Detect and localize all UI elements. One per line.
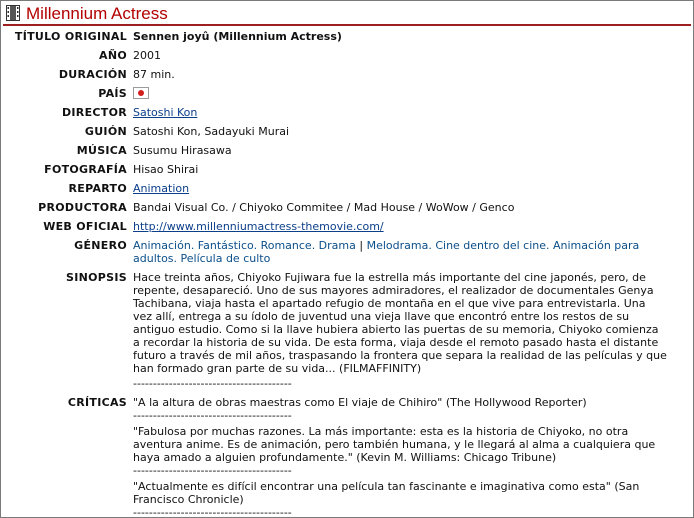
value-pais bbox=[133, 87, 668, 106]
director-link[interactable]: Satoshi Kon bbox=[133, 106, 198, 119]
row-productora bbox=[3, 201, 668, 220]
label-criticas: CRÍTICAS bbox=[67, 396, 127, 409]
row-anio bbox=[3, 49, 668, 68]
label-genero: GÉNERO bbox=[74, 239, 127, 252]
label-titulo-original: TÍTULO ORIGINAL bbox=[14, 30, 127, 43]
value-productora: Bandai Visual Co. / Chiyoko Commitee / Mad House / WoWow / Genco bbox=[133, 201, 515, 214]
separator-line: ---------------------------------------- bbox=[133, 464, 292, 477]
row-criticas bbox=[3, 396, 668, 518]
synopsis-text: Hace treinta años, Chiyoko Fujiwara fue la estrella más importante del cine japonés, pero, de repente, desapareció. Uno de sus mayores admiradores, el realizador de documentales Genya Tachibana, viaja hasta el apartado refugio de montaña en el que vive para entrevistarla. Una vez allí, entrega a su ídolo de juventud una vieja llave que encontró entre los restos de su antiguo estudio. Como si la llave hubiera abierto las puertas de su memoria, Chiyoko comienza a recordar la historia de su vida. De esta forma, viaja desde el remoto pasado hasta el distante futuro a través de mil años, traspasando la frontera que separa la realidad de las películas y que han formado gran parte de su vida... (FILMAFFINITY) bbox=[133, 271, 667, 375]
value-web-oficial bbox=[133, 220, 668, 239]
label-fotografia: FOTOGRAFÍA bbox=[44, 163, 127, 176]
review-item: "Actualmente es difícil encontrar una película tan fascinante e imaginativa como esta" (San Francisco Chronicle) bbox=[133, 480, 640, 506]
review-item: "A la altura de obras maestras como El viaje de Chihiro" (The Hollywood Reporter) bbox=[133, 396, 587, 409]
genre-link-secondary[interactable]: Melodrama. Cine dentro del cine. Animación para adultos. Película de culto bbox=[133, 239, 640, 265]
value-fotografia: Hisao Shirai bbox=[133, 163, 199, 176]
label-musica: MÚSICA bbox=[76, 144, 127, 157]
value-reparto bbox=[133, 182, 668, 201]
label-anio: AÑO bbox=[99, 49, 127, 62]
movie-details-table bbox=[3, 30, 668, 518]
genre-link-primary[interactable]: Animación. Fantástico. Romance. Drama bbox=[133, 239, 356, 252]
genre-separator: | bbox=[359, 239, 364, 252]
separator-line: ---------------------------------------- bbox=[133, 506, 292, 518]
row-guion bbox=[3, 125, 668, 144]
label-reparto: REPARTO bbox=[68, 182, 127, 195]
original-title-text: Sennen joyû (Millennium Actress) bbox=[133, 30, 342, 43]
row-titulo-original bbox=[3, 30, 668, 49]
row-sinopsis bbox=[3, 271, 668, 396]
label-productora: PRODUCTORA bbox=[38, 201, 127, 214]
separator-line: ---------------------------------------- bbox=[133, 377, 292, 390]
page-title: Millennium Actress bbox=[26, 4, 168, 23]
row-pais bbox=[3, 87, 668, 106]
label-sinopsis: SINOPSIS bbox=[66, 271, 127, 284]
row-web-oficial bbox=[3, 220, 668, 239]
value-titulo-original bbox=[133, 30, 668, 49]
value-anio: 2001 bbox=[133, 49, 161, 62]
row-reparto bbox=[3, 182, 668, 201]
value-musica: Susumu Hirasawa bbox=[133, 144, 232, 157]
title-bar bbox=[3, 3, 691, 26]
label-pais: PAÍS bbox=[98, 87, 127, 100]
row-fotografia bbox=[3, 163, 668, 182]
row-musica bbox=[3, 144, 668, 163]
row-genero bbox=[3, 239, 668, 271]
label-guion: GUIÓN bbox=[84, 125, 127, 138]
label-web-oficial: WEB OFICIAL bbox=[43, 220, 127, 233]
row-director bbox=[3, 106, 668, 125]
label-duracion: DURACIÓN bbox=[58, 68, 127, 81]
row-duracion bbox=[3, 68, 668, 87]
separator-line: ---------------------------------------- bbox=[133, 409, 292, 422]
label-director: DIRECTOR bbox=[61, 106, 127, 119]
reparto-link[interactable]: Animation bbox=[133, 182, 190, 195]
value-criticas bbox=[133, 396, 668, 518]
value-duracion: 87 min. bbox=[133, 68, 175, 81]
film-reel-icon bbox=[6, 5, 20, 21]
value-guion: Satoshi Kon, Sadayuki Murai bbox=[133, 125, 290, 138]
value-genero bbox=[133, 239, 668, 271]
review-item: "Fabulosa por muchas razones. La más importante: esta es la historia de Chiyoko, no otra aventura anime. Es de animación, pero también humana, y le llegará al alma a cualquiera que haya amado a alguien profundamente." (Kevin M. Williams: Chicago Tribune) bbox=[133, 425, 656, 464]
official-website-link[interactable]: http://www.millenniumactress-themovie.com/ bbox=[133, 220, 384, 233]
value-director bbox=[133, 106, 668, 125]
value-sinopsis bbox=[133, 271, 668, 396]
japan-flag-icon bbox=[133, 87, 149, 99]
